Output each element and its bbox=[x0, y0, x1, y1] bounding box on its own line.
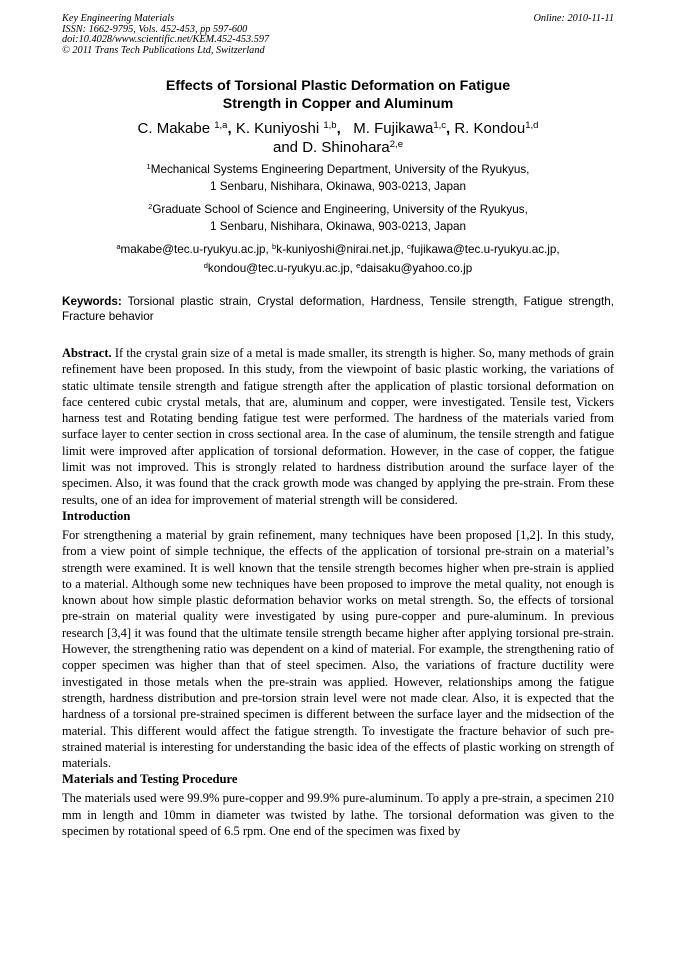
keywords-text: Torsional plastic strain, Crystal deformation, Hardness, Tensile strength, Fatigue strength, Fracture behavior bbox=[62, 295, 614, 323]
author-affiliation-mark: 1,a bbox=[214, 120, 228, 132]
materials-heading: Materials and Testing Procedure bbox=[62, 772, 238, 787]
author-list bbox=[62, 120, 614, 157]
title-line-1: Effects of Torsional Plastic Deformation on Fatigue bbox=[165, 78, 511, 95]
author-name: C. Makabe bbox=[137, 120, 211, 138]
affiliation-address: 1 Senbaru, Nishihara, Okinawa, 903-0213, Japan bbox=[210, 179, 466, 193]
affiliation-address: 1 Senbaru, Nishihara, Okinawa, 903-0213, Japan bbox=[210, 219, 466, 233]
email-link[interactable]: makabe@tec.u-ryukyu.ac.jp, bbox=[120, 243, 269, 257]
affiliation-text: Graduate School of Science and Engineering, University of the Ryukyus, bbox=[152, 203, 528, 217]
materials-paragraph: The materials used were 99.9% pure-copper and 99.9% pure-aluminum. To apply a pre-strain, a specimen 210 mm in length and 10mm in diameter was twisted by lathe. The torsional deformation was given to the specimen by rotational speed of 6.5 rpm. One end of the specimen was fixed by bbox=[62, 791, 614, 838]
keywords-label: Keywords: bbox=[62, 295, 122, 309]
journal-name: Key Engineering Materials bbox=[62, 13, 175, 24]
author-affiliation-mark: 1,d bbox=[525, 120, 539, 132]
author-affiliation-mark: 1,c bbox=[433, 120, 446, 132]
introduction-paragraph: For strengthening a material by grain refinement, many techniques have been proposed [1,2]. In this study, from a view point of simple technique, the effects of the application of torsional pre-strain on a material’s strength were examined. It is well known that the tensile strength becomes higher when pre-strain is applied to a material. Although some new techniques have been proposed to improve the metal quality, not enough is known about how simple plastic deformation behavior works on metal strength. So, the effects of torsional pre-strain on material quality were investigated by using pure-copper and pure-aluminum. In previous research [3,4] it was found that the ultimate tensile strength became higher after applying torsional pre-strain. However, the strengthening ratio was dependent on a kind of material. For example, the strengthening ratio of copper specimen was higher than that of steel specimen. Also, the variations of fracture ductility were investigated in those metals when the pre-strain was applied. However, relationships among the fatigue strength, hardness distribution and pre-torsion strain level were not made clear. Also, it is expected that the hardness of a torsional pre-strained specimen is different between the surface layer and the midsection of the material. This different would affect the fatigue strength. To investigate the fracture behavior of such pre-strained material is interesting for understanding the basic idea of the effects of plastic working on strength of materials. bbox=[62, 527, 614, 771]
copyright: © 2011 Trans Tech Publications Ltd, Switzerland bbox=[62, 44, 265, 56]
abstract-label: Abstract. bbox=[62, 345, 112, 360]
page bbox=[62, 14, 614, 839]
paper-title bbox=[62, 78, 614, 113]
online-date: Online: 2010-11-11 bbox=[533, 13, 614, 24]
affiliation-text: Mechanical Systems Engineering Department, University of the Ryukyus, bbox=[150, 163, 530, 177]
issn: ISSN: 1662-9795, Vols. 452-453, pp 597-600 bbox=[62, 23, 248, 35]
email-link[interactable]: fujikawa@tec.u-ryukyu.ac.jp, bbox=[410, 243, 560, 257]
journal-metadata bbox=[62, 14, 614, 56]
email-mark: c bbox=[406, 242, 411, 252]
email-mark: a bbox=[116, 242, 121, 252]
email-link[interactable]: kondou@tec.u-ryukyu.ac.jp, bbox=[207, 262, 353, 276]
affiliation-2 bbox=[62, 202, 614, 235]
title-line-2: Strength in Copper and Aluminum bbox=[222, 95, 454, 112]
abstract-text: If the crystal grain size of a metal is made smaller, its strength is higher. So, many methods of grain refinement have been proposed. In this study, from the viewpoint of basic plastic working, the variations of static ultimate tensile strength and fatigue strength after the application of plastic torsional deformation on face centered cubic crystal metals, that are, aluminum and copper, were investigated. Tensile test, Vickers harness test and Rotating bending fatigue test were performed. The hardness of the materials varied from surface layer to center section in cross sectional area. In the case of aluminum, the tensile strength and fatigue limit were improved after application of torsional deformation. However, in the case of copper, the fatigue limit was not improved. This is strongly related to hardness distribution around the surface layer of the specimen. Also, it was found that the crack growth mode was changed by applying the pre-strain. From these results, one of an idea for improvement of material strength will be considered. bbox=[62, 345, 615, 507]
author-name: D. Shinohara bbox=[302, 138, 390, 156]
affiliation-1 bbox=[62, 162, 614, 195]
email-mark: e bbox=[356, 261, 361, 271]
affiliation-mark: 2 bbox=[148, 202, 153, 212]
author-line-2 bbox=[62, 139, 614, 158]
doi: doi:10.4028/www.scientific.net/KEM.452-453.597 bbox=[62, 34, 270, 46]
introduction-heading: Introduction bbox=[62, 508, 131, 523]
author-name: K. Kuniyoshi bbox=[235, 120, 320, 138]
email-mark: b bbox=[272, 242, 277, 252]
affiliation-mark: 1 bbox=[146, 162, 151, 172]
author-name: M. Fujikawa bbox=[353, 120, 434, 138]
author-name: R. Kondou bbox=[454, 120, 526, 138]
author-conjunction: and bbox=[273, 138, 299, 156]
email-link[interactable]: daisaku@yahoo.co.jp bbox=[360, 262, 473, 276]
email-mark: d bbox=[203, 261, 208, 271]
author-line-1: C. Makabe $^{1,a}$, K. Kuniyoshi $^{1,b}$, M. Fujikawa$^{1,c}$, R. Kondou$^{1,d}$ bbox=[137, 120, 539, 138]
author-affiliation-mark: 1,b bbox=[323, 120, 337, 132]
email-link[interactable]: k-kuniyoshi@nirai.net.jp, bbox=[276, 243, 404, 257]
keywords bbox=[62, 295, 614, 324]
author-affiliation-mark: 2,e bbox=[389, 138, 403, 150]
abstract bbox=[62, 345, 614, 508]
email-list bbox=[62, 240, 614, 278]
